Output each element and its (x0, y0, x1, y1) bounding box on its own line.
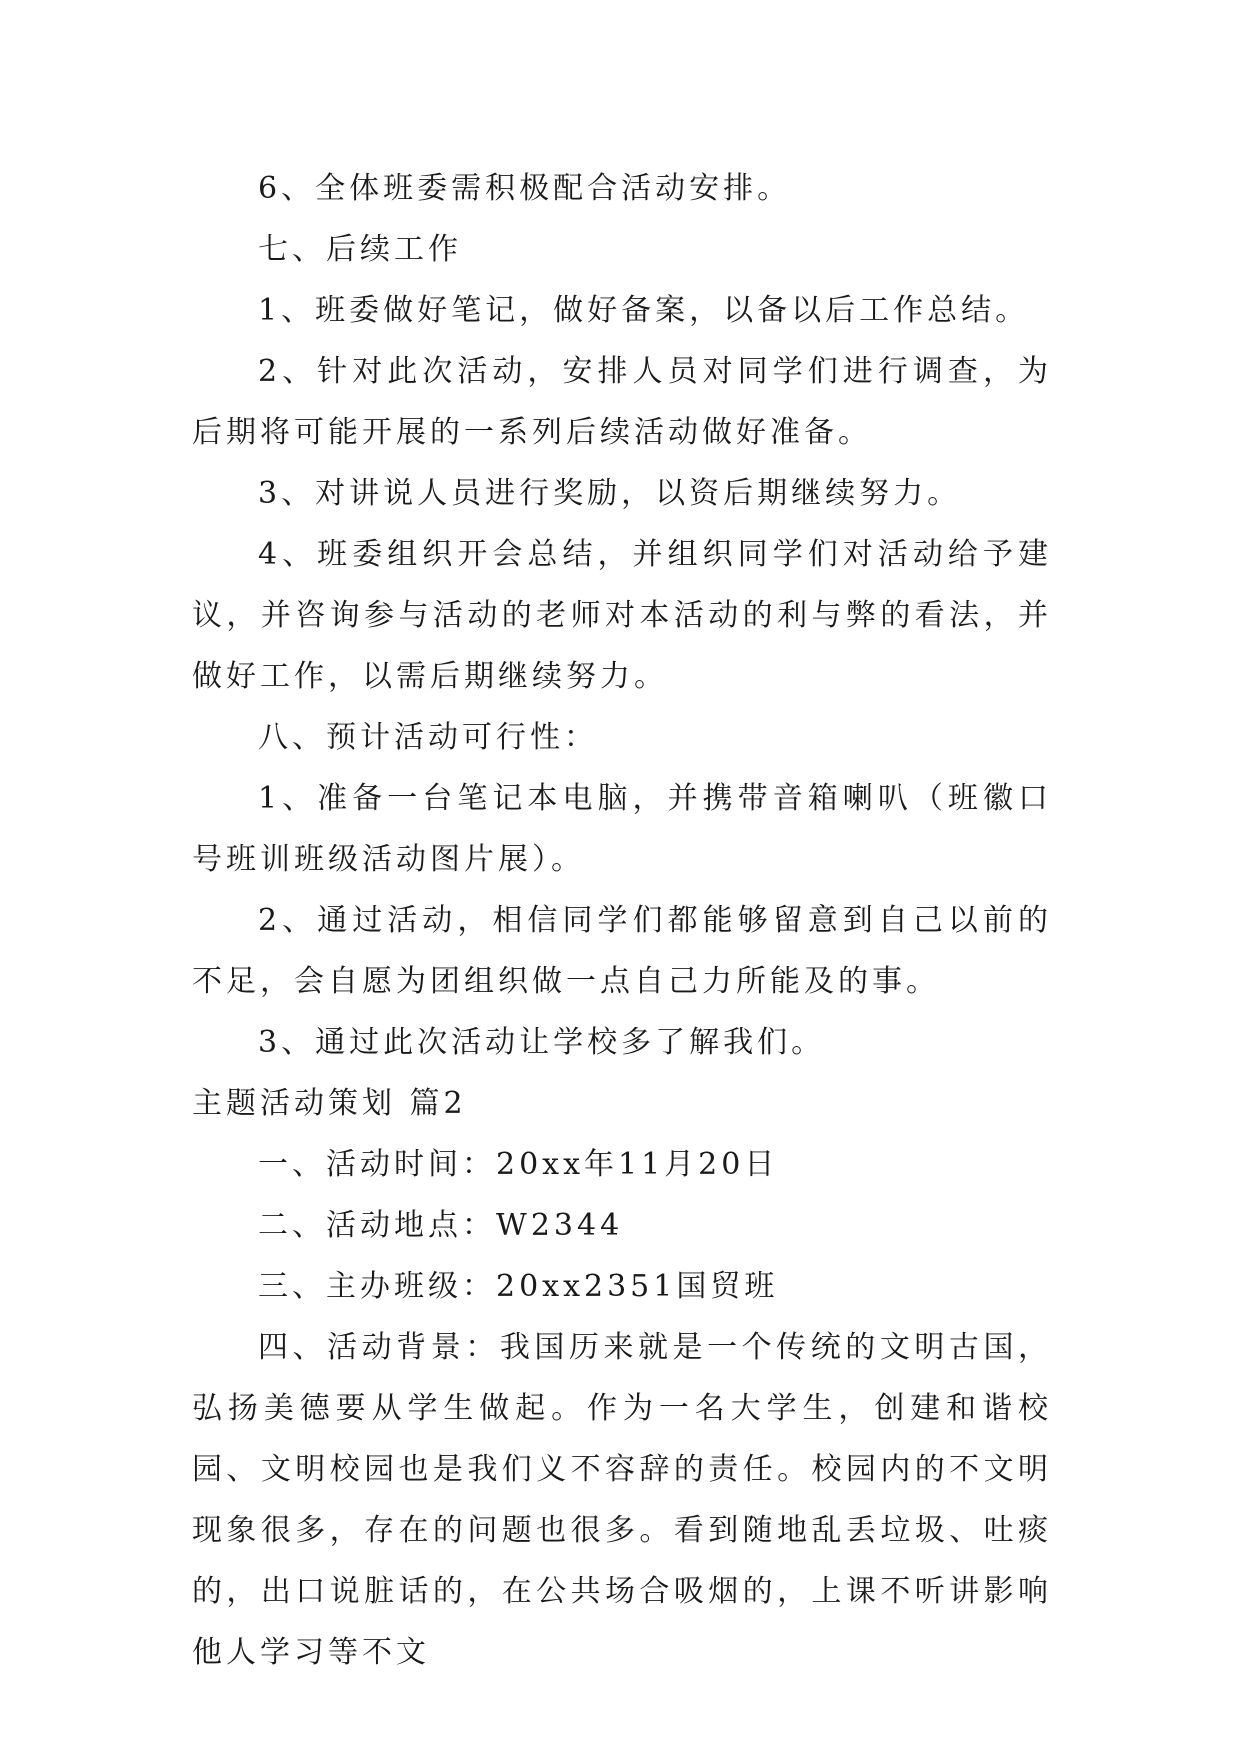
article-heading: 主题活动策划 篇2 (192, 1086, 467, 1121)
paragraph: 一、活动时间：20xx年11月20日 (258, 1147, 779, 1182)
document-body (192, 158, 1052, 1683)
paragraph: 1、准备一台笔记本电脑，并携带音箱喇叭（班徽口号班训班级活动图片展）。 (192, 781, 1052, 877)
section-heading-feasibility: 八、预计活动可行性： (258, 720, 598, 755)
paragraph: 2、通过活动，相信同学们都能够留意到自己以前的不足，会自愿为团组织做一点自己力所能及的事。 (192, 903, 1052, 999)
paragraph: 四、活动背景：我国历来就是一个传统的文明古国，弘扬美德要从学生做起。作为一名大学生，创建和谐校园、文明校园也是我们义不容辞的责任。校园内的不文明现象很多，存在的问题也很多。看到随地乱丢垃圾、吐痰的，出口说脏话的，在公共场合吸烟的，上课不听讲影响他人学习等不文 (192, 1330, 1052, 1670)
paragraph: 3、对讲说人员进行奖励，以资后期继续努力。 (258, 476, 962, 511)
paragraph: 3、通过此次活动让学校多了解我们。 (258, 1025, 826, 1060)
paragraph: 2、针对此次活动，安排人员对同学们进行调查，为后期将可能开展的一系列后续活动做好准备。 (192, 354, 1052, 450)
paragraph: 三、主办班级：20xx2351国贸班 (258, 1269, 779, 1304)
paragraph: 6、全体班委需积极配合活动安排。 (258, 171, 792, 206)
paragraph: 4、班委组织开会总结，并组织同学们对活动给予建议，并咨询参与活动的老师对本活动的利与弊的看法，并做好工作，以需后期继续努力。 (192, 537, 1052, 694)
paragraph: 1、班委做好笔记，做好备案，以备以后工作总结。 (258, 293, 1030, 328)
paragraph: 二、活动地点：W2344 (258, 1208, 624, 1243)
section-heading-follow-up: 七、后续工作 (258, 232, 462, 267)
